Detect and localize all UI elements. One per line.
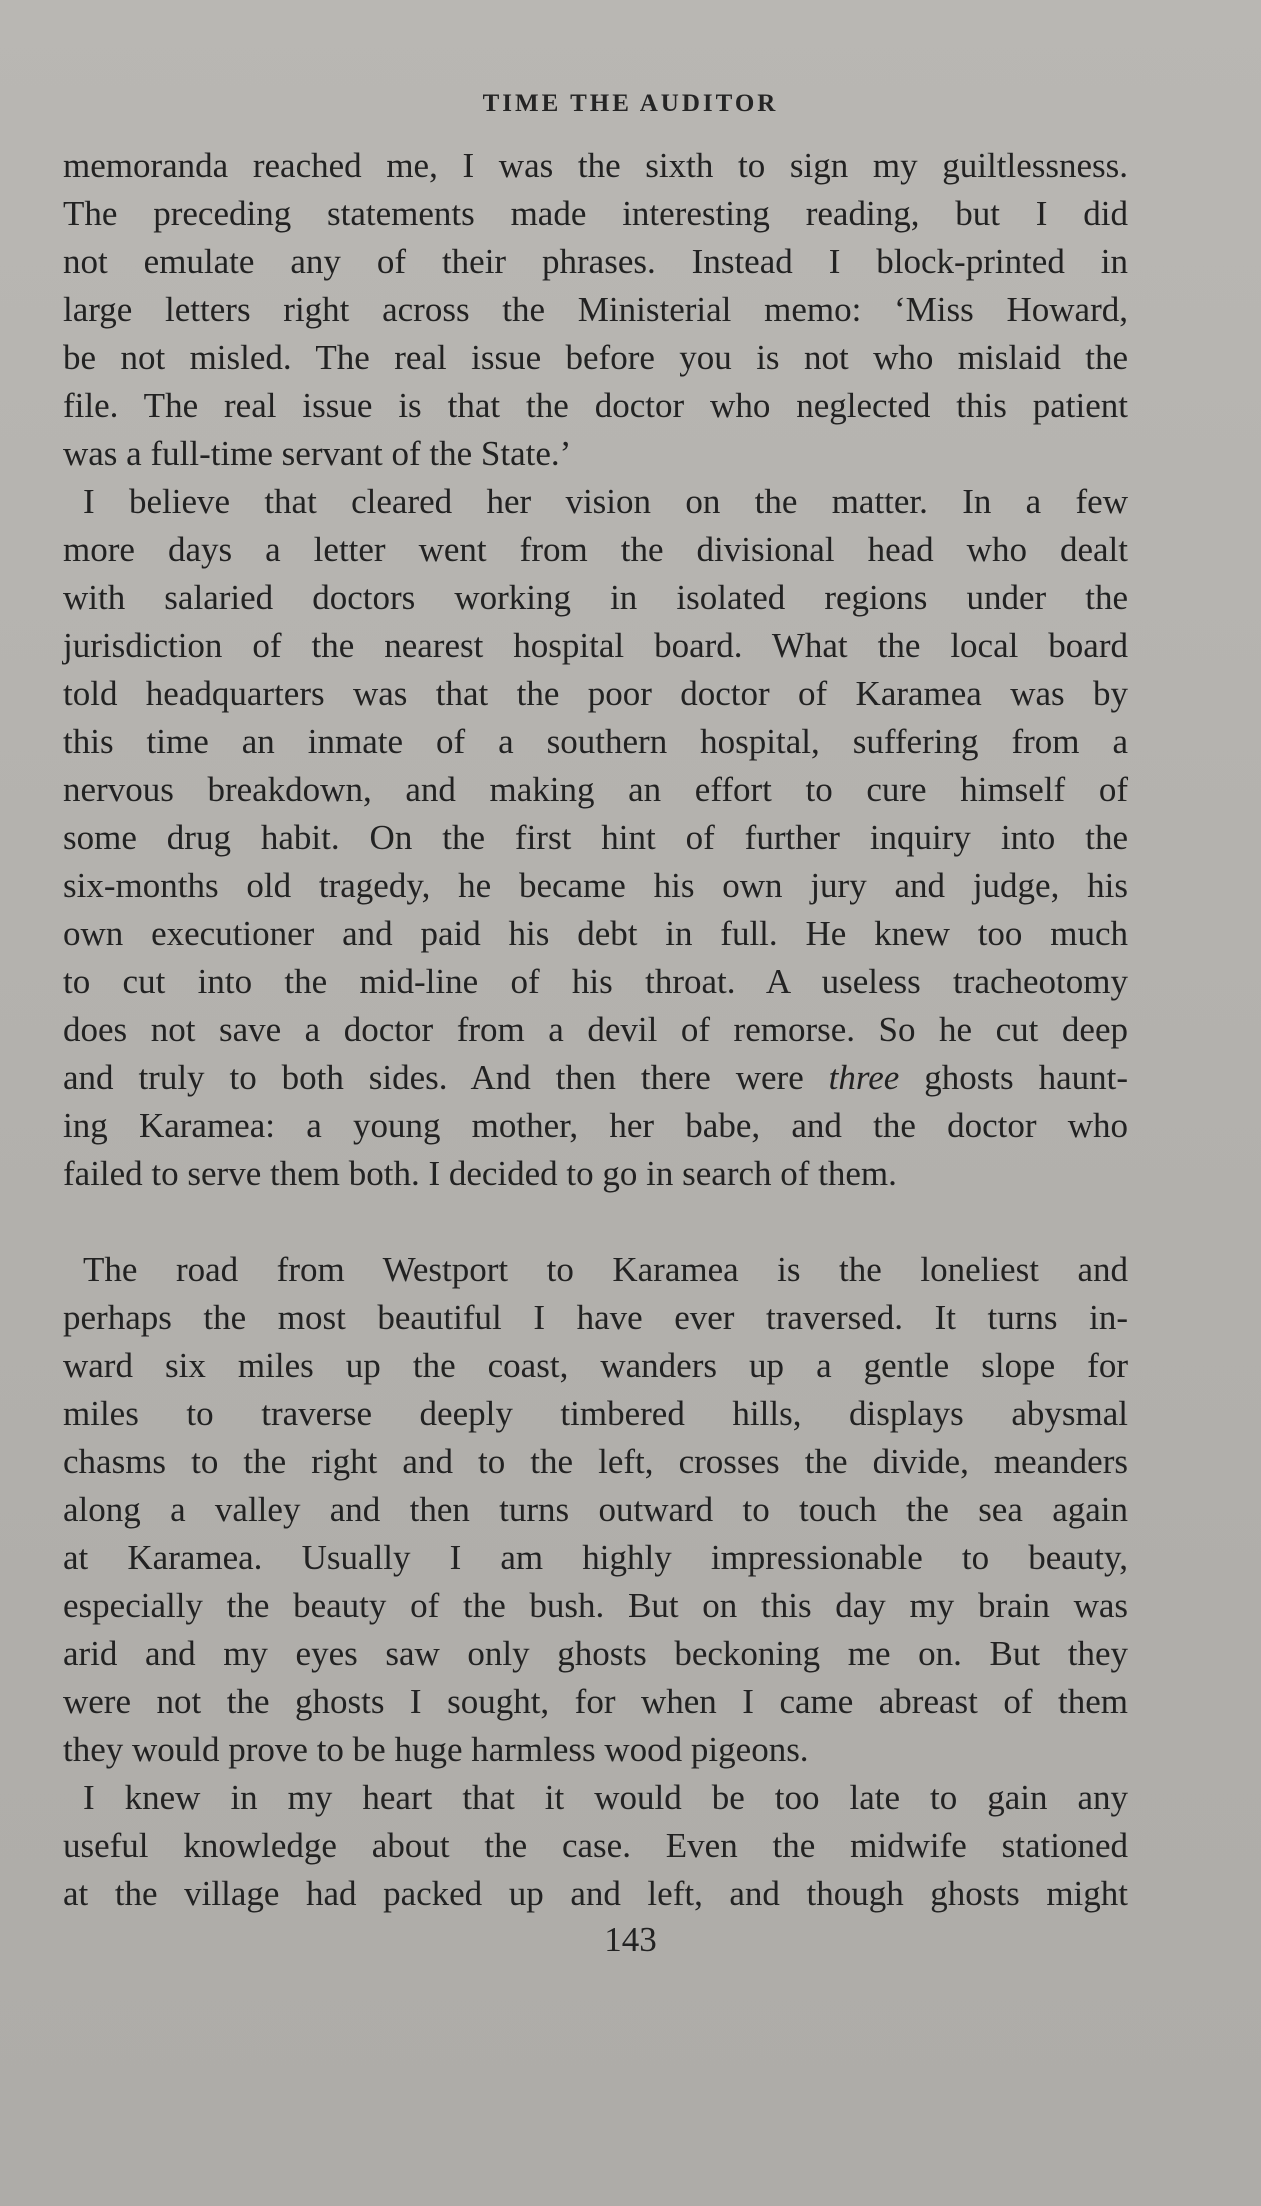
- text-line: I believe that cleared her vision on the matter. In a few: [83, 482, 1128, 521]
- text-line: The preceding statements made interesting reading, but I did: [63, 194, 1128, 233]
- text-line: large letters right across the Ministerial memo: ‘Miss Howard,: [63, 290, 1128, 329]
- text-line: especially the beauty of the bush. But on this day my brain was: [63, 1586, 1128, 1625]
- text-line: arid and my eyes saw only ghosts beckoning me on. But they: [63, 1634, 1128, 1673]
- text-line: [63, 1054, 1128, 1102]
- text-line: some drug habit. On the first hint of further inquiry into the: [63, 818, 1128, 857]
- text-line: miles to traverse deeply timbered hills, displays abysmal: [63, 1394, 1128, 1433]
- text-line: to cut into the mid-line of his throat. A useless tracheotomy: [63, 962, 1128, 1001]
- text-line: at Karamea. Usually I am highly impressionable to beauty,: [63, 1538, 1128, 1577]
- text-segment: ghosts haunt-: [924, 1058, 1129, 1097]
- text-line: were not the ghosts I sought, for when I came abreast of them: [63, 1682, 1128, 1721]
- page-number: 143: [604, 1920, 657, 1959]
- text-line: six-months old tragedy, he became his own jury and judge, his: [63, 866, 1128, 905]
- paragraph: [63, 142, 1128, 478]
- emphasis-text: three: [828, 1058, 900, 1097]
- paragraph: [63, 1774, 1128, 1918]
- text-line: jurisdiction of the nearest hospital board. What the local board: [63, 626, 1128, 665]
- text-line: not emulate any of their phrases. Instead I block-printed in: [63, 242, 1128, 281]
- running-head: TIME THE AUDITOR: [482, 90, 779, 117]
- text-line: own executioner and paid his debt in full. He knew too much: [63, 914, 1128, 953]
- text-line: was a full-time servant of the State.’: [63, 434, 572, 473]
- text-line: at the village had packed up and left, and though ghosts might: [63, 1874, 1128, 1913]
- text-line: useful knowledge about the case. Even the midwife stationed: [63, 1826, 1128, 1865]
- text-line: file. The real issue is that the doctor who neglected this patient: [63, 386, 1128, 425]
- text-line: along a valley and then turns outward to touch the sea again: [63, 1490, 1128, 1529]
- section-break: [63, 1198, 1128, 1246]
- paragraph: [63, 478, 1128, 1198]
- paragraph: [63, 1246, 1128, 1774]
- text-line: chasms to the right and to the left, crosses the divide, meanders: [63, 1442, 1128, 1481]
- text-line: with salaried doctors working in isolated regions under the: [63, 578, 1128, 617]
- text-line: ing Karamea: a young mother, her babe, and the doctor who: [63, 1106, 1128, 1145]
- text-line: perhaps the most beautiful I have ever traversed. It turns in-: [63, 1298, 1128, 1337]
- text-line: told headquarters was that the poor doctor of Karamea was by: [63, 674, 1128, 713]
- text-line: does not save a doctor from a devil of remorse. So he cut deep: [63, 1010, 1128, 1049]
- text-line: nervous breakdown, and making an effort to cure himself of: [63, 770, 1128, 809]
- text-line: they would prove to be huge harmless wood pigeons.: [63, 1730, 809, 1769]
- text-line: ward six miles up the coast, wanders up a gentle slope for: [63, 1346, 1128, 1385]
- text-line: this time an inmate of a southern hospital, suffering from a: [63, 722, 1128, 761]
- text-line: The road from Westport to Karamea is the loneliest and: [83, 1250, 1128, 1289]
- text-segment: and truly to both sides. And then there were: [63, 1058, 804, 1097]
- text-line: be not misled. The real issue before you is not who mislaid the: [63, 338, 1128, 377]
- text-line: I knew in my heart that it would be too late to gain any: [83, 1778, 1128, 1817]
- body-text: [63, 142, 1128, 1918]
- text-line: failed to serve them both. I decided to go in search of them.: [63, 1154, 897, 1193]
- text-line: more days a letter went from the divisional head who dealt: [63, 530, 1128, 569]
- text-line: memoranda reached me, I was the sixth to sign my guiltlessness.: [63, 146, 1128, 185]
